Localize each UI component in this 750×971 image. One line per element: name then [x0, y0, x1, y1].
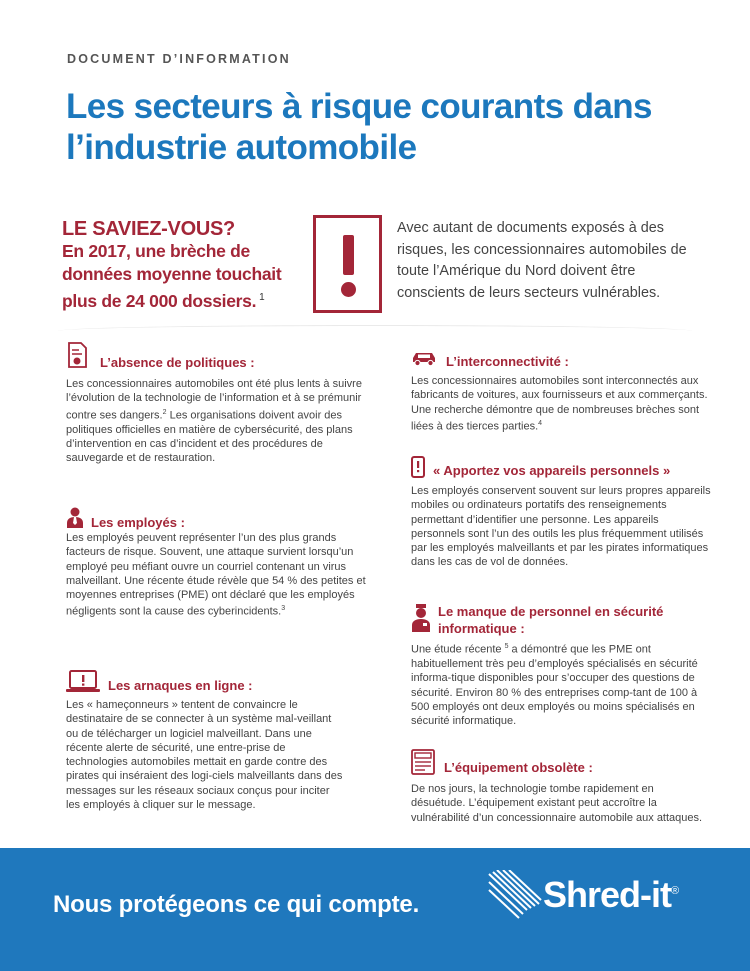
section-body: Une étude récente $^5$ a démontré que les PME ont habituellement très peu d’employés spécialisés en sécurité informa-tique disponibles pour s’occuper des questions de sécurité. Environ 80 % des entreprises comp-tant de 100 à 500 employés ont deux employés ou moins spécialisés en sécurité informatique. [411, 643, 698, 728]
section-title: « Apportez vos appareils personnels » [433, 463, 671, 478]
section-it-staffing [411, 603, 711, 733]
section-body: Les concessionnaires automobiles ont été plus lents à suivre l’évolution de la technologie de l’information et à se prémunir contre ses dangers.$^2$ Les organisations doivent avoir des politiques officielles en matière de cybersécurité, des plans d’intervention en cas d’incident et des procédures de sauvegarde et de restauration. [66, 378, 362, 465]
stat-footnote: 1 [259, 292, 265, 303]
security-guard-icon [411, 603, 431, 633]
section-online-scams [66, 669, 366, 819]
section-body: De nos jours, la technologie tombe rapidement en désuétude. L’équipement existant peut accroître la vulnérabilité d’un concessionnaire automobile aux attaques. [411, 783, 703, 824]
section-employees [66, 507, 366, 647]
section-body: Les « hameçonneurs » tentent de convaincre le destinataire de se connecter à un système mal-veillant ou de télécharger un logiciel malveillant. Dans une récente alerte de sécurité, une entre-prise de technologies automobiles mettait en garde contre des pirates qui inséraient des logi-ciels malveillants dans des messages sur les réseaux sociaux conçus pour inciter les employés à cliquer sur le message. [66, 699, 343, 812]
section-byod [411, 456, 711, 591]
did-you-know-heading: LE SAVIEZ-VOUS? [62, 218, 235, 240]
section-body: Les concessionnaires automobiles sont interconnectés aux fabricants de voitures, aux fournisseurs et aux commerçants. Une recherche démontre que de nombreuses brèches sont liées à des tierces parties.$^4$ [411, 375, 708, 433]
page-title: Les secteurs à risque courants dans l’industrie automobile [66, 87, 652, 167]
stat-text: En 2017, une brèche de données moyenne touchait plus de 24 000 dossiers. [62, 241, 282, 311]
section-title: L’interconnectivité : [446, 354, 569, 369]
car-icon [411, 350, 437, 366]
employee-icon [66, 507, 84, 529]
phone-alert-icon [411, 456, 425, 478]
equipment-icon [411, 749, 435, 775]
laptop-alert-icon [66, 669, 100, 693]
section-title: Le manque de personnel en sécurité [438, 604, 664, 619]
section-title: L’équipement obsolète : [444, 760, 593, 775]
section-divider [58, 325, 692, 337]
footer-banner [0, 848, 750, 971]
shred-lines-icon [487, 870, 543, 920]
policy-document-icon [66, 341, 88, 369]
section-title: L’absence de politiques : [100, 355, 255, 370]
section-interconnectivity [411, 350, 711, 440]
section-outdated-equipment [411, 749, 711, 844]
section-body: Les employés peuvent représenter l’un des plus grands facteurs de risque. Souvent, une attaque survient lorsqu’un employé peu méfiant ouvre un courriel contenant un virus malveillant. Une récente étude révèle que 54 % des petites et moyennes entreprises (PME) ont déclaré que les employés négligents sont la cause des cyberincidents.$^3$ [66, 532, 366, 619]
intro-paragraph: Avec autant de documents exposés à des risques, les concessionnaires automobiles de toute l’Amérique du Nord doivent être conscients de leurs secteurs vulnérables. [397, 220, 687, 301]
section-title-line2: informatique : [438, 621, 525, 636]
document-eyebrow: DOCUMENT D’INFORMATION [67, 52, 291, 66]
section-body: Les employés conservent souvent sur leurs propres appareils mobiles ou ordinateurs portatifs des renseignements permettant d’identifier une personne. Les appareils personnels sont l’un des outils les plus fréquemment utilisés par les employés malveillants et par les pirates informatiques dans les cas de vol de données. [411, 485, 711, 569]
did-you-know-stat [62, 240, 312, 313]
section-title: Les employés : [91, 515, 185, 530]
footer-tagline: Nous protégeons ce qui compte. [53, 891, 420, 918]
shred-it-logo [487, 870, 717, 930]
section-title: Les arnaques en ligne : [108, 678, 253, 693]
logo-wordmark: Shred-it® [543, 874, 679, 915]
section-policies [66, 341, 366, 491]
exclamation-icon [313, 215, 382, 313]
